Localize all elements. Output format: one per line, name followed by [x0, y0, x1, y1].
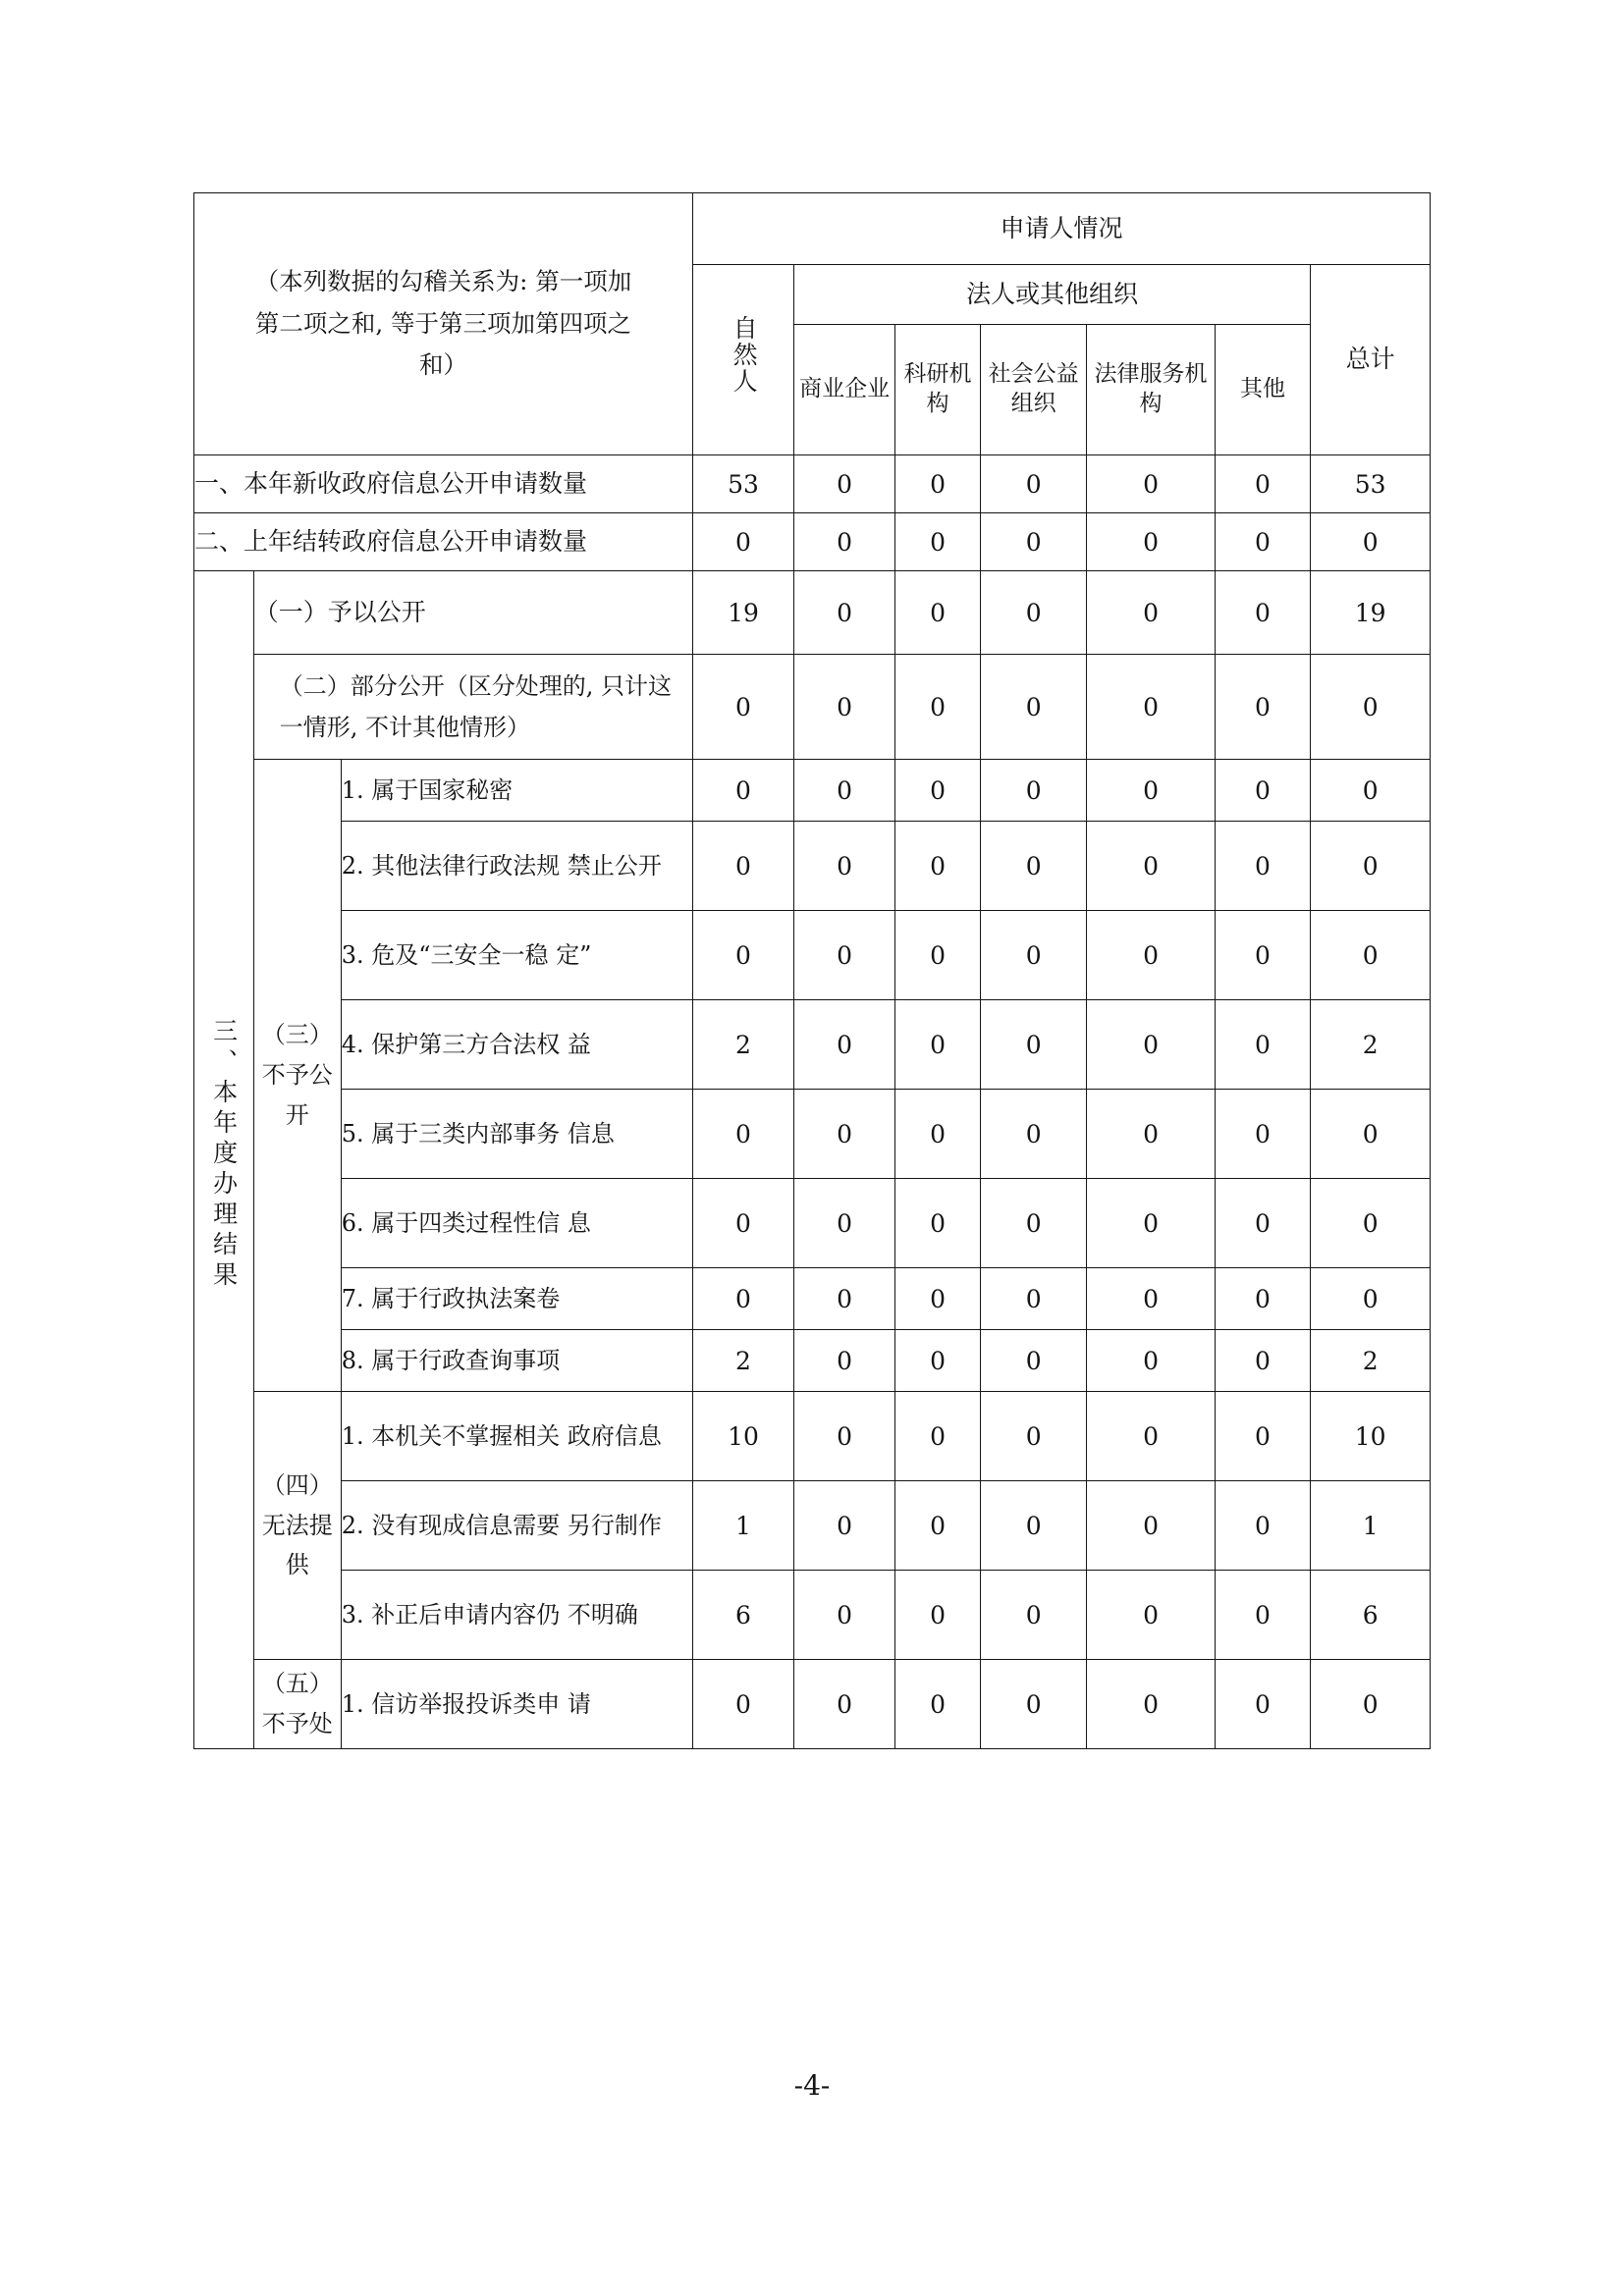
table-row: [194, 571, 1431, 655]
cell-value: 0: [794, 760, 895, 822]
row-label-protect-third-party-rights: [341, 1000, 692, 1090]
group-label-line-2: 无法提: [261, 1511, 333, 1539]
table-row: [194, 1392, 1431, 1481]
cell-value: 0: [1215, 1000, 1311, 1090]
cell-value: 0: [895, 760, 981, 822]
cell-value: 10: [692, 1392, 793, 1481]
cell-value: 0: [895, 455, 981, 513]
note-line-1: （本列数据的勾稽关系为: 第一项加: [254, 266, 632, 295]
cell-value: 0: [794, 1571, 895, 1660]
row-label-line-1: 7. 属于行政执法案卷: [341, 1285, 561, 1312]
row-label-new-requests-this-year: 一、本年新收政府信息公开申请数量: [194, 455, 693, 513]
cell-value: 0: [1215, 760, 1311, 822]
table-row: [194, 760, 1431, 822]
row-label-line-1: （二）部分公开（区分处理的,: [279, 672, 594, 700]
cell-value: 0: [895, 822, 981, 911]
header-legal-entity-group: 法人或其他组织: [794, 265, 1311, 325]
cell-value: 0: [1215, 1330, 1311, 1392]
cell-value: 0: [895, 1571, 981, 1660]
cell-value: 0: [794, 571, 895, 655]
cell-value: 0: [1087, 1330, 1215, 1392]
cell-value: 0: [1311, 1179, 1431, 1268]
row-label-internal-affairs-info: [341, 1090, 692, 1179]
cell-value: 0: [1215, 455, 1311, 513]
cell-value: 0: [794, 1268, 895, 1330]
cell-value: 0: [794, 1090, 895, 1179]
header-col-other: 其他: [1215, 325, 1311, 455]
cell-value: 0: [1215, 1268, 1311, 1330]
cell-value: 19: [692, 571, 793, 655]
row-label-administrative-enforcement-file: [341, 1268, 692, 1330]
row-label-state-secret: [341, 760, 692, 822]
cell-value: 0: [980, 1660, 1087, 1749]
cell-value: 0: [980, 1090, 1087, 1179]
cell-value: 0: [1215, 1392, 1311, 1481]
cell-value: 0: [1087, 513, 1215, 571]
cell-value: 0: [692, 911, 793, 1000]
cell-value: 0: [692, 760, 793, 822]
cell-value: 0: [895, 1268, 981, 1330]
cell-value: 0: [895, 1330, 981, 1392]
row-label-agency-does-not-hold-info: [341, 1392, 692, 1481]
cell-value: 0: [1215, 1571, 1311, 1660]
group-label-not-processed: [253, 1660, 341, 1749]
row-label-line-2: 只计这一情形, 不计其他情形）: [279, 672, 673, 741]
row-label-other-law-prohibits: [341, 822, 692, 911]
header-col-research-institution: 科研机构: [895, 325, 981, 455]
cell-value: 0: [794, 1481, 895, 1571]
page-number: -4-: [793, 2069, 831, 2102]
cell-value: 0: [980, 822, 1087, 911]
cell-value: 0: [1215, 571, 1311, 655]
cell-value: 0: [794, 455, 895, 513]
cell-value: 0: [1215, 1660, 1311, 1749]
row-label-line-2: 禁止公开: [567, 852, 662, 880]
cell-value: 1: [692, 1481, 793, 1571]
cell-value: 0: [1087, 911, 1215, 1000]
table-row: [194, 1660, 1431, 1749]
row-label-line-2: 政府信息: [567, 1422, 662, 1450]
cell-value: 0: [1311, 655, 1431, 760]
cell-value: 0: [1215, 911, 1311, 1000]
header-col-social-welfare-org: 社会公益组织: [980, 325, 1087, 455]
cell-value: 0: [692, 822, 793, 911]
cell-value: 0: [1215, 1179, 1311, 1268]
cell-value: 2: [1311, 1000, 1431, 1090]
cell-value: 0: [692, 1179, 793, 1268]
cell-value: 0: [980, 1330, 1087, 1392]
table-row: [194, 1330, 1431, 1392]
cell-value: 0: [1087, 1090, 1215, 1179]
row-label-line-2: 息: [567, 1209, 591, 1237]
table-row: [194, 1571, 1431, 1660]
note-column-header: [194, 193, 693, 455]
cell-value: 0: [980, 1392, 1087, 1481]
cell-value: 0: [1311, 1660, 1431, 1749]
cell-value: 0: [1087, 655, 1215, 760]
cell-value: 0: [1087, 1000, 1215, 1090]
cell-value: 0: [980, 760, 1087, 822]
group-label-line-2: 不予处: [261, 1710, 333, 1737]
cell-value: 0: [1311, 513, 1431, 571]
cell-value: 0: [980, 911, 1087, 1000]
cell-value: 10: [1311, 1392, 1431, 1481]
row-label-line-2: 请: [567, 1690, 591, 1718]
cell-value: 0: [1087, 1571, 1215, 1660]
cell-value: 0: [692, 655, 793, 760]
table-row: [194, 513, 1431, 571]
cell-value: 0: [980, 1000, 1087, 1090]
cell-value: 0: [1087, 1268, 1215, 1330]
group-label-line-1: （四）: [261, 1470, 333, 1499]
cell-value: 0: [1087, 1179, 1215, 1268]
row-label-petition-report-complaint-request: [341, 1660, 692, 1749]
cell-value: 0: [895, 571, 981, 655]
cell-value: 0: [1311, 911, 1431, 1000]
cell-value: 0: [1087, 1481, 1215, 1571]
row-label-line-2: 另行制作: [567, 1512, 662, 1539]
cell-value: 0: [1087, 455, 1215, 513]
government-info-disclosure-table-container: [193, 192, 1431, 1749]
row-label-line-1: 2. 没有现成信息需要: [341, 1512, 561, 1539]
row-label-request-still-unclear-after-correction: [341, 1571, 692, 1660]
row-label-administrative-inquiry-matter: [341, 1330, 692, 1392]
cell-value: 0: [895, 1179, 981, 1268]
row-label-endangers-three-securities: [341, 911, 692, 1000]
row-label-disclosed: （一）予以公开: [253, 571, 692, 655]
cell-value: 0: [1215, 655, 1311, 760]
cell-value: 0: [980, 1268, 1087, 1330]
row-label-no-existing-info-needs-creation: [341, 1481, 692, 1571]
cell-value: 0: [1215, 822, 1311, 911]
row-label-line-1: 6. 属于四类过程性信: [341, 1209, 561, 1237]
cell-value: 6: [1311, 1571, 1431, 1660]
cell-value: 2: [1311, 1330, 1431, 1392]
row-label-partially-disclosed: [253, 655, 692, 760]
row-label-line-2: 不明确: [567, 1601, 638, 1629]
cell-value: 53: [692, 455, 793, 513]
cell-value: 2: [692, 1000, 793, 1090]
cell-value: 19: [1311, 571, 1431, 655]
table-row: [194, 1090, 1431, 1179]
cell-value: 0: [794, 655, 895, 760]
cell-value: 0: [895, 1481, 981, 1571]
cell-value: 0: [895, 1392, 981, 1481]
group-label-line-3: 供: [285, 1551, 309, 1579]
cell-value: 0: [895, 655, 981, 760]
cell-value: 1: [1311, 1481, 1431, 1571]
group-label-not-disclosed: [253, 760, 341, 1392]
row-label-line-2: 益: [567, 1031, 591, 1058]
header-total: 总计: [1311, 265, 1431, 455]
table-row: [194, 1481, 1431, 1571]
cell-value: 0: [794, 1392, 895, 1481]
header-natural-person: [692, 265, 793, 455]
row-label-line-1: 5. 属于三类内部事务: [341, 1120, 561, 1148]
cell-value: 0: [980, 571, 1087, 655]
cell-value: 0: [1087, 760, 1215, 822]
cell-value: 0: [692, 513, 793, 571]
cell-value: 0: [794, 822, 895, 911]
row-label-line-1: 8. 属于行政查询事项: [341, 1347, 561, 1374]
cell-value: 0: [895, 1090, 981, 1179]
row-label-line-1: 3. 补正后申请内容仍: [341, 1601, 561, 1629]
cell-value: 0: [980, 1179, 1087, 1268]
cell-value: 0: [1087, 1392, 1215, 1481]
cell-value: 6: [692, 1571, 793, 1660]
table-row: [194, 655, 1431, 760]
row-label-line-2: 定”: [556, 941, 592, 969]
cell-value: 0: [1087, 1660, 1215, 1749]
cell-value: 0: [794, 1000, 895, 1090]
cell-value: 0: [980, 1481, 1087, 1571]
cell-value: 0: [1087, 571, 1215, 655]
table-row: [194, 822, 1431, 911]
table-row: [194, 1268, 1431, 1330]
row-label-line-1: 1. 属于国家秘密: [341, 776, 514, 804]
cell-value: 0: [794, 1660, 895, 1749]
note-line-3: 和）: [418, 350, 467, 380]
header-col-legal-service-org: 法律服务机构: [1087, 325, 1215, 455]
cell-value: 0: [980, 455, 1087, 513]
row-label-line-1: 2. 其他法律行政法规: [341, 852, 561, 880]
table-row: [194, 1000, 1431, 1090]
cell-value: 0: [1215, 1481, 1311, 1571]
header-row-applicant-group: [194, 193, 1431, 265]
cell-value: 0: [1311, 1090, 1431, 1179]
group-label-line-1: （五）: [261, 1670, 333, 1698]
cell-value: 53: [1311, 455, 1431, 513]
row-label-carried-over-requests: 二、上年结转政府信息公开申请数量: [194, 513, 693, 571]
cell-value: 0: [692, 1090, 793, 1179]
cell-value: 0: [895, 911, 981, 1000]
header-col-commercial-enterprise: 商业企业: [794, 325, 895, 455]
table-row: [194, 455, 1431, 513]
group-label-line-2: 不予公: [261, 1061, 333, 1090]
row-label-line-1: 3. 危及“三安全一稳: [341, 941, 549, 969]
government-info-disclosure-table: [193, 192, 1431, 1749]
section-label-text: 三、本年度办理结果: [209, 1017, 239, 1292]
cell-value: 0: [1311, 1268, 1431, 1330]
table-row: [194, 1179, 1431, 1268]
cell-value: 0: [980, 1571, 1087, 1660]
cell-value: 0: [794, 513, 895, 571]
cell-value: 0: [692, 1660, 793, 1749]
table-row: [194, 911, 1431, 1000]
cell-value: 0: [980, 655, 1087, 760]
group-label-line-3: 开: [285, 1100, 309, 1129]
cell-value: 2: [692, 1330, 793, 1392]
cell-value: 0: [794, 1179, 895, 1268]
row-label-line-1: 1. 本机关不掌握相关: [341, 1422, 561, 1450]
group-label-unable-to-provide: [253, 1392, 341, 1660]
row-label-line-1: 1. 信访举报投诉类申: [341, 1690, 561, 1718]
header-natural-person-label: 自然人: [730, 314, 759, 395]
header-applicant-situation: 申请人情况: [692, 193, 1430, 265]
cell-value: 0: [895, 513, 981, 571]
cell-value: 0: [1311, 760, 1431, 822]
cell-value: 0: [1215, 513, 1311, 571]
cell-value: 0: [1087, 822, 1215, 911]
section-label-annual-processing-result: [194, 571, 254, 1749]
row-label-process-info: [341, 1179, 692, 1268]
group-label-line-1: （三）: [261, 1021, 333, 1049]
row-label-line-1: 4. 保护第三方合法权: [341, 1031, 561, 1058]
cell-value: 0: [692, 1268, 793, 1330]
cell-value: 0: [1311, 822, 1431, 911]
cell-value: 0: [1215, 1090, 1311, 1179]
cell-value: 0: [794, 911, 895, 1000]
cell-value: 0: [980, 513, 1087, 571]
cell-value: 0: [895, 1000, 981, 1090]
note-line-2: 第二项之和, 等于第三项加第四项之: [254, 308, 631, 338]
cell-value: 0: [895, 1660, 981, 1749]
cell-value: 0: [794, 1330, 895, 1392]
row-label-line-2: 信息: [567, 1120, 615, 1148]
